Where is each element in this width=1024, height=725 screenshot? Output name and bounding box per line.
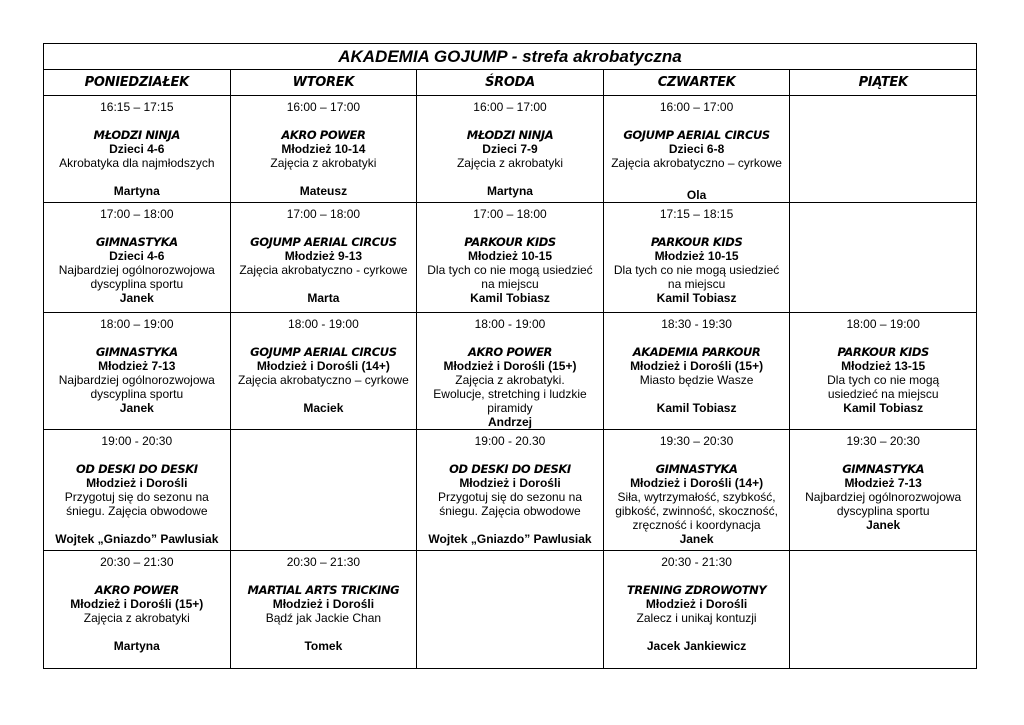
- class-group: Młodzież 10-15: [467, 249, 552, 263]
- class-name: AKRO POWER: [94, 583, 179, 597]
- class-cell: [603, 96, 790, 203]
- class-group: Młodzież i Dorośli (15+): [70, 597, 204, 611]
- class-group: Młodzież 13-15: [841, 359, 926, 373]
- class-coach: Kamil Tobiasz: [656, 291, 737, 305]
- class-group: Młodzież 10-14: [281, 142, 366, 156]
- class-coach: Kamil Tobiasz: [656, 401, 737, 415]
- class-time: 18:00 – 19:00: [846, 317, 920, 331]
- class-description: Zalecz i unikaj kontuzji: [636, 611, 757, 625]
- class-group: Dzieci 4-6: [109, 142, 165, 156]
- class-description: Zajęcia z akrobatyki: [456, 156, 563, 170]
- class-group: Młodzież i Dorośli: [272, 597, 375, 611]
- class-time: 16:00 – 17:00: [473, 100, 547, 114]
- class-name: GOJUMP AERIAL CIRCUS: [250, 345, 397, 359]
- class-time: 16:00 – 17:00: [659, 100, 734, 114]
- class-description: Zajęcia akrobatyczno – cyrkowe: [611, 156, 782, 170]
- schedule-row: [44, 203, 977, 313]
- class-time: 19:00 - 20:30: [101, 434, 173, 448]
- class-name: PARKOUR KIDS: [650, 235, 743, 249]
- class-cell: [44, 313, 231, 430]
- class-name: TRENING ZDROWOTNY: [626, 583, 767, 597]
- class-coach: Jacek Jankiewicz: [646, 639, 747, 653]
- class-name: GOJUMP AERIAL CIRCUS: [623, 128, 770, 142]
- class-coach: Martyna: [486, 184, 533, 198]
- schedule-table: [43, 43, 977, 669]
- class-description: Zajęcia akrobatyczno - cyrkowe: [239, 263, 408, 277]
- class-coach: Janek: [866, 518, 901, 532]
- class-time: 17:15 – 18:15: [659, 207, 734, 221]
- class-description: Najbardziej ogólnorozwojowa dyscyplina sportu: [58, 263, 215, 291]
- class-description: Akrobatyka dla najmłodszych: [59, 156, 215, 170]
- class-cell: [230, 313, 417, 430]
- class-coach: Kamil Tobiasz: [470, 291, 550, 305]
- class-group: Młodzież 7-13: [98, 359, 176, 373]
- class-coach: Janek: [119, 291, 154, 305]
- class-coach: Martyna: [113, 184, 160, 198]
- class-cell: [44, 96, 231, 203]
- schedule-row: [44, 313, 977, 430]
- class-cell: [417, 313, 604, 430]
- class-name: PARKOUR KIDS: [464, 235, 556, 249]
- class-description: Zajęcia z akrobatyki: [270, 156, 377, 170]
- class-group: Młodzież i Dorośli: [459, 476, 561, 490]
- class-group: Młodzież i Dorośli (15+): [443, 359, 577, 373]
- class-cell: [603, 313, 790, 430]
- class-time: 18:00 – 19:00: [100, 317, 174, 331]
- class-cell: [417, 96, 604, 203]
- class-group: Młodzież 9-13: [284, 249, 363, 263]
- class-time: 19:30 – 20:30: [659, 434, 734, 448]
- class-cell: [44, 203, 231, 313]
- class-cell: [230, 96, 417, 203]
- class-cell: [603, 430, 790, 551]
- class-time: 17:00 – 18:00: [100, 207, 174, 221]
- class-name: GOJUMP AERIAL CIRCUS: [250, 235, 397, 249]
- class-time: 16:00 – 17:00: [286, 100, 361, 114]
- class-name: MŁODZI NINJA: [466, 128, 554, 142]
- empty-cell: [417, 551, 604, 669]
- empty-cell: [790, 203, 977, 313]
- class-time: 20:30 - 21:30: [661, 555, 732, 569]
- class-description: Dla tych co nie mogą usiedzieć na miejscu: [827, 373, 940, 401]
- class-description: Przygotuj się do sezonu na śniegu. Zajęcia obwodowe: [437, 490, 583, 518]
- class-description: Zajęcia z akrobatyki. Ewolucje, stretching i ludzkie piramidy: [433, 373, 587, 415]
- class-coach: Wojtek „Gniazdo” Pawlusiak: [55, 532, 219, 546]
- empty-cell: [230, 430, 417, 551]
- day-header-wednesday: ŚRODA: [417, 70, 604, 96]
- schedule-row: [44, 96, 977, 203]
- class-cell: [790, 430, 977, 551]
- class-group: Młodzież i Dorośli (15+): [630, 359, 764, 373]
- class-cell: [790, 313, 977, 430]
- class-name: PARKOUR KIDS: [837, 345, 929, 359]
- class-cell: [417, 430, 604, 551]
- class-name: OD DESKI DO DESKI: [449, 462, 571, 476]
- class-coach: Marta: [307, 291, 340, 305]
- class-coach: Wojtek „Gniazdo” Pawlusiak: [428, 532, 592, 546]
- class-time: 16:15 – 17:15: [100, 100, 174, 114]
- class-name: OD DESKI DO DESKI: [75, 462, 198, 476]
- class-name: MARTIAL ARTS TRICKING: [247, 583, 400, 597]
- class-name: GIMNASTYKA: [842, 462, 925, 476]
- class-group: Młodzież i Dorośli: [645, 597, 748, 611]
- class-description: Dla tych co nie mogą usiedzieć na miejscu: [613, 263, 780, 291]
- class-cell: [603, 203, 790, 313]
- class-name: AKADEMIA PARKOUR: [632, 345, 761, 359]
- class-time: 18:00 - 19:00: [288, 317, 359, 331]
- class-name: MŁODZI NINJA: [93, 128, 181, 142]
- class-description: Dla tych co nie mogą usiedzieć na miejscu: [427, 263, 593, 291]
- day-header-monday: PONIEDZIAŁEK: [44, 70, 231, 96]
- class-description: Siła, wytrzymałość, szybkość, gibkość, zwinność, skoczność, zręczność i koordynacja: [615, 490, 778, 532]
- class-description: Bądź jak Jackie Chan: [265, 611, 382, 625]
- class-coach: Kamil Tobiasz: [843, 401, 924, 415]
- class-name: GIMNASTYKA: [95, 345, 178, 359]
- class-cell: [44, 430, 231, 551]
- class-time: 20:30 – 21:30: [286, 555, 361, 569]
- class-coach: Ola: [686, 188, 707, 202]
- class-group: Dzieci 6-8: [668, 142, 725, 156]
- day-header-row: [44, 70, 977, 96]
- schedule-row: [44, 551, 977, 669]
- class-cell: [230, 551, 417, 669]
- class-coach: Tomek: [304, 639, 343, 653]
- class-time: 17:00 – 18:00: [286, 207, 361, 221]
- class-coach: Janek: [119, 401, 154, 415]
- class-coach: Janek: [679, 532, 714, 546]
- class-time: 18:00 - 19:00: [474, 317, 546, 331]
- class-coach: Mateusz: [299, 184, 348, 198]
- class-name: GIMNASTYKA: [655, 462, 738, 476]
- class-time: 19:00 - 20.30: [474, 434, 546, 448]
- day-header-tuesday: WTOREK: [230, 70, 417, 96]
- class-coach: Maciek: [303, 401, 344, 415]
- class-description: Najbardziej ogólnorozwojowa dyscyplina sportu: [805, 490, 962, 518]
- class-name: GIMNASTYKA: [95, 235, 178, 249]
- day-header-friday: PIĄTEK: [790, 70, 977, 96]
- class-name: AKRO POWER: [467, 345, 553, 359]
- class-group: Młodzież i Dorośli (14+): [256, 359, 390, 373]
- class-description: Miasto będzie Wasze: [639, 373, 754, 387]
- class-group: Młodzież i Dorośli: [86, 476, 188, 490]
- class-time: 20:30 – 21:30: [100, 555, 174, 569]
- class-coach: Martyna: [113, 639, 160, 653]
- class-group: Młodzież 10-15: [654, 249, 739, 263]
- class-cell: [603, 551, 790, 669]
- class-description: Zajęcia akrobatyczno – cyrkowe: [238, 373, 409, 387]
- class-cell: [230, 203, 417, 313]
- class-time: 17:00 – 18:00: [473, 207, 547, 221]
- class-group: Dzieci 4-6: [109, 249, 165, 263]
- page-title: AKADEMIA GOJUMP - strefa akrobatyczna: [44, 44, 977, 70]
- class-description: Przygotuj się do sezonu na śniegu. Zajęcia obwodowe: [64, 490, 209, 518]
- empty-cell: [790, 96, 977, 203]
- empty-cell: [790, 551, 977, 669]
- class-description: Najbardziej ogólnorozwojowa dyscyplina sportu: [58, 373, 215, 401]
- class-group: Młodzież 7-13: [844, 476, 922, 490]
- class-description: Zajęcia z akrobatyki: [83, 611, 190, 625]
- class-cell: [44, 551, 231, 669]
- class-group: Dzieci 7-9: [482, 142, 538, 156]
- class-group: Młodzież i Dorośli (14+): [630, 476, 764, 490]
- class-cell: [417, 203, 604, 313]
- schedule-row: [44, 430, 977, 551]
- class-time: 18:30 - 19:30: [661, 317, 732, 331]
- class-coach: Andrzej: [487, 415, 532, 429]
- class-time: 19:30 – 20:30: [846, 434, 920, 448]
- class-name: AKRO POWER: [281, 128, 366, 142]
- day-header-thursday: CZWARTEK: [603, 70, 790, 96]
